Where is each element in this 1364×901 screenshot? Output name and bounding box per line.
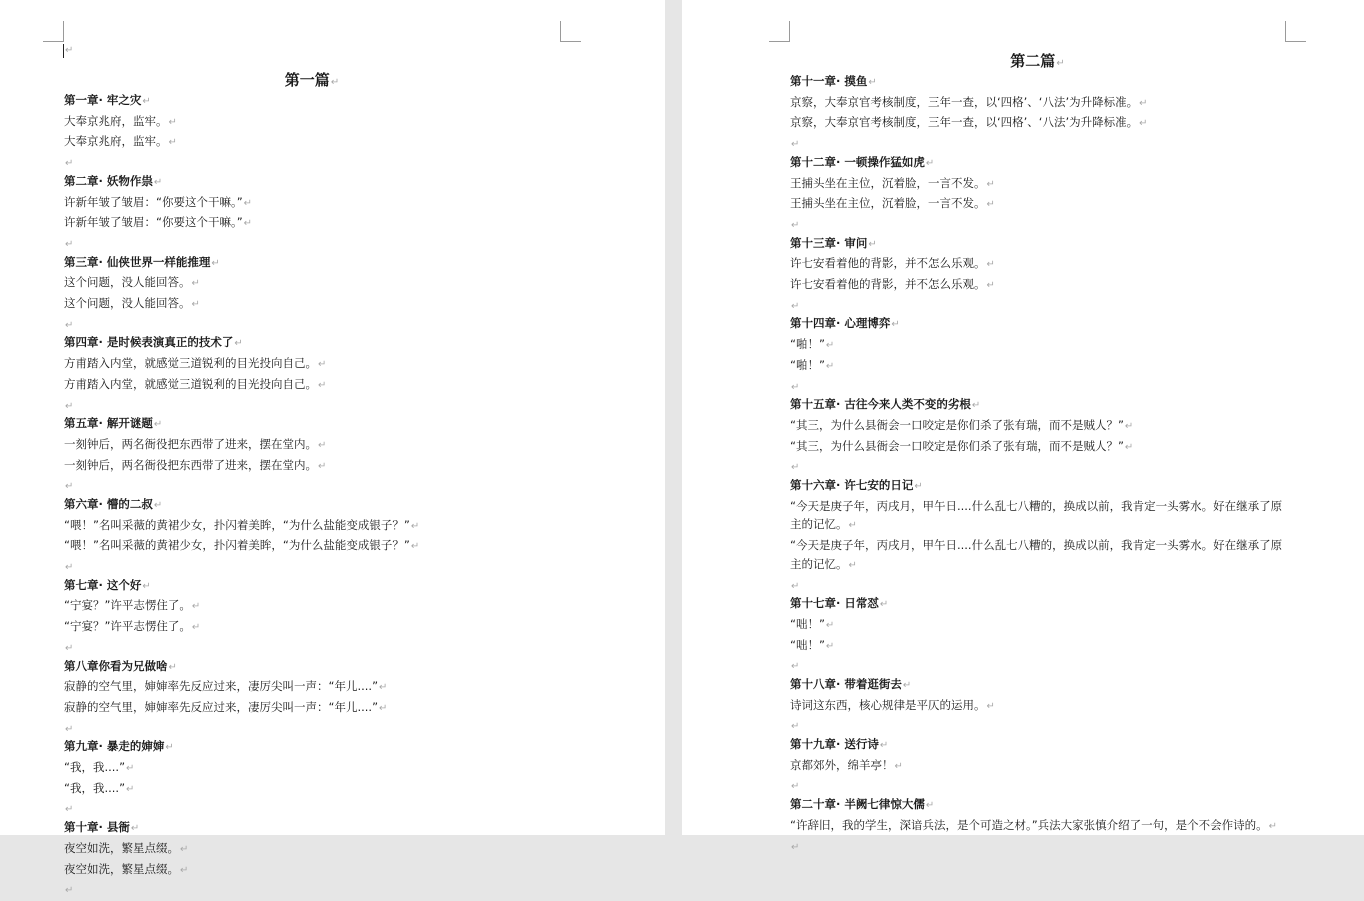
- paragraph-mark-icon: ↵: [825, 360, 835, 372]
- paragraph-mark-icon: ↵: [410, 541, 420, 553]
- paragraph-mark-icon: ↵: [211, 257, 220, 269]
- chapter-heading-text: 第十二章· 一顿操作猛如虎: [790, 154, 925, 169]
- chapter-line[interactable]: [64, 617, 584, 638]
- chapter-line-text: “其三，为什么县衙会一口咬定是你们杀了张有瑞，而不是贼人？”: [790, 417, 1124, 432]
- paragraph-mark-icon: ↵: [868, 77, 877, 88]
- chapter-line[interactable]: [64, 698, 584, 719]
- chapter-heading[interactable]: [790, 476, 1285, 497]
- chapter-line-text: “我，我....”: [64, 760, 126, 775]
- chapter-line[interactable]: [64, 758, 584, 779]
- chapter-line[interactable]: [790, 615, 1285, 636]
- chapter-line-text: 京察，大奉京官考核制度，三年一查，以‘四格’、‘八法’为升降标准。: [790, 94, 1139, 109]
- paragraph-mark-icon: ↵: [791, 721, 800, 733]
- chapter-heading[interactable]: [790, 594, 1285, 615]
- empty-paragraph[interactable]: [64, 153, 584, 172]
- empty-paragraph[interactable]: [790, 837, 1285, 856]
- paragraph-mark-icon: ↵: [1139, 118, 1148, 130]
- paragraph-mark-icon: ↵: [971, 400, 981, 412]
- chapter-line-text: 一刻钟后，两名衙役把东西带了进来，摆在堂内。: [64, 436, 317, 451]
- chapter-line-text: 夜空如洗，繁星点缀。: [64, 840, 179, 855]
- paragraph-mark-icon: ↵: [191, 601, 201, 613]
- paragraph-mark-icon: ↵: [986, 280, 995, 291]
- chapter-line-text: “其三，为什么县衙会一口咬定是你们杀了张有瑞，而不是贼人？”: [790, 438, 1124, 453]
- chapter-line-text: 这个问题，没人能回答。: [64, 275, 191, 290]
- chapter-heading[interactable]: [790, 72, 1285, 93]
- chapter-heading[interactable]: [64, 657, 584, 678]
- paragraph-mark-icon: ↵: [180, 843, 189, 855]
- paragraph-mark-icon: ↵: [986, 178, 995, 190]
- chapter-line[interactable]: [790, 497, 1285, 536]
- chapter-heading[interactable]: [790, 314, 1285, 335]
- page-content[interactable]: [790, 50, 1285, 855]
- empty-paragraph[interactable]: [64, 476, 584, 495]
- chapter-heading-text: 第二章· 妖物作祟: [64, 173, 153, 188]
- paragraph-mark-icon: ↵: [65, 45, 74, 56]
- chapter-line[interactable]: [790, 356, 1285, 377]
- paragraph-mark-icon: ↵: [925, 800, 935, 812]
- chapter-line-text: “今天是庚子年，丙戌月，甲午日....什么乱七八糟的，换成以前，我肯定一头雾水。好在继承了原主的记忆。: [790, 538, 1283, 571]
- paragraph-mark-icon: ↵: [130, 823, 140, 835]
- crop-mark-top-left: [769, 21, 790, 42]
- chapter-line-text: “啪！”: [790, 357, 825, 372]
- chapter-heading-text: 第十三章· 审问: [790, 235, 868, 250]
- chapter-line-text: 大奉京兆府，监牢。: [64, 134, 168, 149]
- chapter-line[interactable]: [790, 113, 1285, 134]
- chapter-heading-text: 第一章· 牢之灾: [64, 93, 142, 107]
- chapter-line[interactable]: [64, 677, 584, 698]
- empty-paragraph[interactable]: [790, 656, 1285, 675]
- chapter-line[interactable]: [64, 112, 584, 133]
- chapter-heading-text: 第四章· 是时候表演真正的技术了: [64, 335, 234, 350]
- chapter-line[interactable]: [790, 437, 1285, 458]
- paragraph-mark-icon: ↵: [879, 599, 889, 611]
- empty-paragraph[interactable]: [790, 457, 1285, 476]
- chapter-line-text: 夜空如洗，繁星点缀。: [64, 861, 179, 876]
- chapter-line[interactable]: [790, 275, 1285, 296]
- chapter-heading-text: 第十五章· 古往今来人类不变的劣根: [790, 397, 971, 412]
- chapter-line-text: “喂！”名叫采薇的黄裙少女，扑闪着美眸，“为什么盐能变成银子？”: [64, 538, 410, 553]
- chapter-line[interactable]: [64, 273, 584, 294]
- chapter-line[interactable]: [790, 254, 1285, 275]
- chapter-line[interactable]: [790, 696, 1285, 717]
- paragraph-mark-icon: ↵: [791, 661, 800, 673]
- paragraph-mark-icon: ↵: [791, 381, 800, 393]
- chapter-line-text: 京都郊外，绵羊亭！: [790, 757, 894, 772]
- chapter-heading[interactable]: [790, 735, 1285, 756]
- chapter-line-text: “宁宴？”许平志愣住了。: [64, 619, 191, 634]
- paragraph-mark-icon: ↵: [142, 580, 151, 592]
- chapter-heading-text: 第六章· 懵的二叔: [64, 496, 153, 511]
- paragraph-mark-icon: ↵: [791, 219, 800, 231]
- empty-paragraph[interactable]: [790, 716, 1285, 735]
- empty-paragraph[interactable]: [790, 296, 1285, 315]
- paragraph-mark-icon: ↵: [191, 622, 201, 634]
- chapter-line[interactable]: [790, 416, 1285, 437]
- chapter-line-text: “今天是庚子年，丙戌月，甲午日....什么乱七八糟的，换成以前，我肯定一头雾水。好在继承了原主的记忆。: [790, 498, 1283, 532]
- chapter-heading[interactable]: [64, 818, 584, 839]
- paragraph-mark-icon: ↵: [318, 359, 327, 371]
- chapter-line[interactable]: [64, 193, 584, 214]
- paragraph-mark-icon: ↵: [65, 481, 74, 493]
- paragraph-mark-icon: ↵: [65, 804, 74, 816]
- chapter-heading[interactable]: [790, 395, 1285, 416]
- chapter-line-text: 许新年皱了皱眉：“你要这个干嘛。”: [64, 194, 243, 209]
- paragraph-mark-icon: ↵: [825, 340, 835, 352]
- chapter-line-text: 许七安看着他的背影，并不怎么乐观。: [790, 256, 986, 271]
- chapter-line[interactable]: [790, 335, 1285, 356]
- paragraph-mark-icon: ↵: [165, 742, 174, 754]
- chapter-line-text: 方甫踏入内堂，就感觉三道锐利的目光投向自己。: [64, 356, 317, 371]
- paragraph-mark-icon: ↵: [318, 439, 327, 451]
- empty-paragraph[interactable]: [790, 134, 1285, 153]
- paragraph-mark-icon: ↵: [1139, 97, 1148, 109]
- chapter-heading[interactable]: [64, 414, 584, 435]
- paragraph-mark-icon: ↵: [1124, 441, 1134, 453]
- chapter-line-text: 大奉京兆府，监牢。: [64, 113, 168, 128]
- paragraph-mark-icon: ↵: [180, 864, 189, 876]
- chapter-line-text: “宁宴？”许平志愣住了。: [64, 598, 191, 613]
- paragraph-mark-icon: ↵: [65, 562, 74, 574]
- paragraph-mark-icon: ↵: [191, 299, 200, 310]
- empty-paragraph[interactable]: [790, 215, 1285, 234]
- paragraph-mark-icon: ↵: [825, 640, 835, 652]
- chapter-heading[interactable]: [790, 795, 1285, 816]
- page-content[interactable]: [64, 69, 584, 899]
- paragraph-mark-icon: ↵: [65, 238, 74, 250]
- chapter-heading-text: 第五章· 解开谜题: [64, 416, 153, 431]
- chapter-heading-text: 第十九章· 送行诗: [790, 737, 879, 752]
- paragraph-mark-icon: ↵: [153, 499, 163, 511]
- paragraph-mark-icon: ↵: [791, 300, 800, 312]
- chapter-heading-text: 第十七章· 日常怼: [790, 596, 879, 611]
- paragraph-mark-icon: ↵: [142, 96, 151, 107]
- paragraph-mark-icon: ↵: [126, 783, 135, 795]
- empty-paragraph[interactable]: [64, 234, 584, 253]
- paragraph-mark-icon: ↵: [191, 278, 200, 290]
- chapter-heading-text: 第十四章· 心理博弈: [790, 316, 891, 331]
- chapter-heading[interactable]: [64, 172, 584, 193]
- chapter-line[interactable]: [64, 375, 584, 396]
- paragraph-mark-icon: ↵: [379, 702, 388, 714]
- chapter-heading-text: 第七章· 这个好: [64, 577, 142, 592]
- chapter-line-text: 王捕头坐在主位，沉着脸，一言不发。: [790, 196, 986, 211]
- chapter-heading[interactable]: [790, 234, 1285, 255]
- paragraph-mark-icon: ↵: [168, 116, 177, 128]
- paragraph-mark-icon: ↵: [791, 462, 800, 474]
- chapter-heading-text: 第二十章· 半阙七律惊大儒: [790, 797, 925, 812]
- paragraph-mark-icon: ↵: [243, 218, 253, 230]
- paragraph-mark-icon: ↵: [891, 319, 900, 331]
- chapter-line-text: “啪！”: [790, 337, 825, 352]
- paragraph-mark-icon: ↵: [126, 763, 135, 775]
- chapter-heading[interactable]: [64, 333, 584, 354]
- crop-mark-top-right: [1285, 21, 1306, 42]
- paragraph-mark-icon: ↵: [986, 199, 995, 211]
- paragraph-mark-icon: ↵: [914, 480, 923, 492]
- paragraph-mark-icon: ↵: [234, 338, 243, 350]
- chapter-line[interactable]: [64, 456, 584, 477]
- chapter-line[interactable]: [64, 354, 584, 375]
- chapter-heading-text: 第八章你看为兄做啥: [64, 658, 168, 673]
- empty-paragraph[interactable]: [790, 377, 1285, 396]
- chapter-line[interactable]: [64, 435, 584, 456]
- paragraph-mark-icon: ↵: [791, 580, 800, 592]
- crop-mark-top-left: [43, 21, 64, 42]
- paragraph-mark-icon: ↵: [243, 197, 253, 209]
- chapter-line[interactable]: [790, 194, 1285, 215]
- empty-paragraph[interactable]: [790, 576, 1285, 595]
- paragraph-mark-icon: ↵: [1056, 58, 1065, 69]
- empty-paragraph[interactable]: [64, 315, 584, 334]
- paragraph-mark-icon: ↵: [879, 740, 889, 752]
- chapter-line[interactable]: [64, 294, 584, 315]
- chapter-line-text: 许新年皱了皱眉：“你要这个干嘛。”: [64, 215, 243, 230]
- chapter-line-text: 王捕头坐在主位，沉着脸，一言不发。: [790, 175, 986, 190]
- empty-paragraph[interactable]: [64, 799, 584, 818]
- chapter-heading-text: 第十八章· 带着逛街去: [790, 676, 902, 691]
- paragraph-mark-icon: ↵: [925, 157, 935, 169]
- paragraph-mark-icon: ↵: [791, 841, 800, 853]
- empty-paragraph[interactable]: [64, 880, 584, 899]
- paragraph-mark-icon: ↵: [825, 619, 835, 631]
- chapter-line[interactable]: [64, 596, 584, 617]
- paragraph-mark-icon: ↵: [65, 723, 74, 735]
- chapter-heading[interactable]: [64, 737, 584, 758]
- paragraph-mark-icon: ↵: [65, 642, 74, 654]
- chapter-line[interactable]: [64, 516, 584, 537]
- chapter-line-text: 寂静的空气里，婶婶率先反应过来，凄厉尖叫一声：“年儿....”: [64, 699, 379, 714]
- paragraph-mark-icon: ↵: [1268, 820, 1278, 832]
- paragraph-mark-icon: ↵: [330, 77, 340, 88]
- chapter-line[interactable]: [790, 756, 1285, 777]
- chapter-line-text: “咄！”: [790, 616, 825, 631]
- chapter-heading[interactable]: [64, 91, 584, 112]
- page-title[interactable]: 第二篇↵: [1010, 52, 1065, 70]
- text-cursor: [63, 44, 64, 58]
- chapter-line-text: “许辞旧，我的学生，深谙兵法，是个可造之材。”兵法大家张慎介绍了一句，是个不会作诗的。: [790, 817, 1268, 832]
- chapter-heading[interactable]: [64, 495, 584, 516]
- chapter-line[interactable]: [790, 816, 1285, 837]
- document-page-right[interactable]: [682, 0, 1364, 853]
- paragraph-mark-icon: ↵: [986, 259, 995, 271]
- chapter-line-text: 诗词这东西，核心规律是平仄的运用。: [790, 697, 986, 712]
- chapter-line-text: 寂静的空气里，婶婶率先反应过来，凄厉尖叫一声：“年儿....”: [64, 679, 379, 694]
- paragraph-mark-icon: ↵: [791, 139, 800, 151]
- chapter-line[interactable]: [64, 839, 584, 860]
- chapter-heading[interactable]: [790, 675, 1285, 696]
- chapter-line-text: 京察，大奉京官考核制度，三年一查，以‘四格’、‘八法’为升降标准。: [790, 115, 1139, 130]
- chapter-line[interactable]: [64, 860, 584, 881]
- chapter-line[interactable]: [790, 536, 1285, 575]
- chapter-heading[interactable]: [790, 153, 1285, 174]
- page-title[interactable]: 第一篇↵: [284, 71, 340, 89]
- empty-paragraph[interactable]: [64, 557, 584, 576]
- paragraph-mark-icon: ↵: [65, 885, 74, 897]
- paragraph-mark-icon: ↵: [894, 760, 903, 772]
- chapter-line[interactable]: [790, 636, 1285, 657]
- chapter-heading[interactable]: [64, 576, 584, 597]
- paragraph-mark-icon: ↵: [318, 379, 327, 391]
- paragraph-mark-icon: ↵: [868, 238, 877, 250]
- empty-paragraph[interactable]: [64, 719, 584, 738]
- paragraph-mark-icon: ↵: [65, 158, 74, 170]
- paragraph-mark-icon: ↵: [379, 682, 388, 694]
- chapter-line-text: 一刻钟后，两名衙役把东西带了进来，摆在堂内。: [64, 457, 317, 472]
- chapter-line-text: 这个问题，没人能回答。: [64, 296, 191, 310]
- chapter-heading-text: 第三章· 仙侠世界一样能推理: [64, 254, 211, 269]
- paragraph-mark-icon: ↵: [410, 520, 420, 532]
- paragraph-mark-icon: ↵: [1124, 420, 1134, 432]
- chapter-list: [64, 91, 584, 899]
- paragraph-mark-icon: ↵: [65, 319, 74, 331]
- empty-paragraph[interactable]: [790, 776, 1285, 795]
- chapter-line[interactable]: [64, 536, 584, 557]
- chapter-line-text: 方甫踏入内堂，就感觉三道锐利的目光投向自己。: [64, 376, 317, 391]
- empty-paragraph[interactable]: [64, 638, 584, 657]
- empty-paragraph[interactable]: [64, 396, 584, 415]
- chapter-line[interactable]: [64, 132, 584, 153]
- chapter-heading[interactable]: [64, 253, 584, 274]
- chapter-line-text: “我，我....”: [64, 780, 126, 795]
- paragraph-mark-icon: ↵: [65, 400, 74, 412]
- chapter-line-text: 许七安看着他的背影，并不怎么乐观。: [790, 277, 986, 291]
- paragraph-mark-icon: ↵: [848, 520, 857, 532]
- paragraph-mark-icon: ↵: [318, 460, 327, 472]
- chapter-line[interactable]: [790, 174, 1285, 195]
- paragraph-mark-icon: ↵: [153, 176, 163, 188]
- chapter-line-text: “咄！”: [790, 637, 825, 652]
- paragraph-mark-icon: ↵: [791, 781, 800, 793]
- paragraph-mark-icon: ↵: [168, 661, 177, 673]
- chapter-line[interactable]: [790, 93, 1285, 114]
- chapter-list: [790, 72, 1285, 855]
- paragraph-mark-icon: ↵: [168, 137, 177, 149]
- chapter-heading-text: 第十六章· 许七安的日记: [790, 477, 914, 492]
- paragraph-mark-icon: ↵: [153, 419, 163, 431]
- crop-mark-top-right: [560, 21, 581, 42]
- chapter-line-text: “喂！”名叫采薇的黄裙少女，扑闪着美眸，“为什么盐能变成银子？”: [64, 517, 410, 532]
- chapter-line[interactable]: [64, 213, 584, 234]
- chapter-heading-text: 第九章· 暴走的婶婶: [64, 739, 165, 754]
- paragraph-mark-icon: ↵: [848, 559, 857, 571]
- paragraph-mark-icon: ↵: [986, 700, 995, 712]
- paragraph-mark-icon: ↵: [902, 679, 912, 691]
- chapter-line[interactable]: [64, 779, 584, 800]
- document-page-left[interactable]: [0, 0, 665, 897]
- chapter-heading-text: 第十一章· 摸鱼: [790, 74, 868, 88]
- chapter-heading-text: 第十章· 县衙: [64, 820, 130, 835]
